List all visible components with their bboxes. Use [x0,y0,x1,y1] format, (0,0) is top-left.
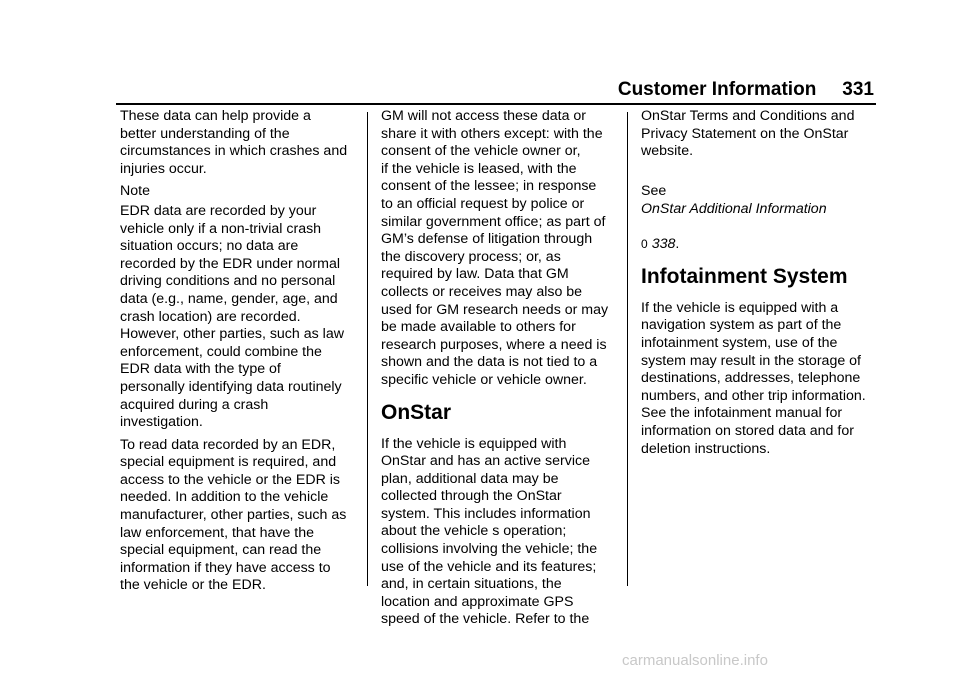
header-rule [116,103,876,105]
note-label: Note [120,183,150,200]
page-header [0,78,874,102]
page-number: 331 [842,79,874,100]
see-reference [641,166,877,254]
page-reference-icon: 0 [641,237,648,252]
reference-period: . [675,236,680,253]
reference-link[interactable]: OnStar Additional Information [641,200,827,217]
heading-onstar: OnStar [381,400,452,424]
section-title: Customer Information [617,79,817,100]
paragraph-gm-access: GM will not access these data or share it with others except: with the consent of the vehicle owner or, if the vehicle is leased, with the consent of the lessee; in response to an official request by police or similar government office; as part of GM’s defense of litigation through the discovery process; or, as required by law. Data that GM collects or receives may also be used for GM research needs or may be made available to others for research purposes, where a need is shown and the data is not tied to a specific vehicle or vehicle owner. [381,108,609,388]
paragraph-onstar-terms: OnStar Terms and Conditions and Privacy Statement on the OnStar website. [641,108,855,160]
paragraph-infotainment: If the vehicle is equipped with a navigation system as part of the infotainment system, use of the system may result in the storage of destinations, addresses, telephone numbers, and other trip information. See the infotainment manual for information on stored data and for deletion instructions. [641,299,866,457]
paragraph-edr-read: To read data recorded by an EDR, special equipment is required, and access to the vehicle or the EDR is needed. In addition to the vehicle manufacturer, other parties, such as law enforcement, that have the special equipment, can read the information if they have access to the vehicle or the EDR. [120,436,347,594]
column-divider-1 [367,112,368,586]
column-divider-2 [627,112,628,586]
paragraph-onstar: If the vehicle is equipped with OnStar and has an active service plan, additional data may be collected through the OnStar system. This includes information about the vehicle s operation; collisions involving the vehicle; the use of the vehicle and its features; and, in certain situations, the location and approximate GPS speed of the vehicle. Refer to the [381,435,598,628]
reference-page[interactable]: 338 [651,236,676,253]
heading-infotainment: Infotainment System [641,264,848,288]
watermark: carmanualsonline.info [622,652,768,669]
column-1 [120,108,356,600]
column-2 [381,108,617,634]
see-label: See [641,183,667,200]
paragraph-edr-data: EDR data are recorded by your vehicle only if a non-trivial crash situation occurs; no data are recorded by the EDR under normal driving conditions and no personal data (e.g., name, gender, age, and crash location) are recorded. However, other parties, such as law enforcement, could combine the EDR data with the type of personally identifying data routinely acquired during a crash investigation. [120,202,344,431]
paragraph-crash-data: These data can help provide a better understanding of the circumstances in which crashes and injuries occur. [120,108,348,177]
column-3 [641,108,877,463]
